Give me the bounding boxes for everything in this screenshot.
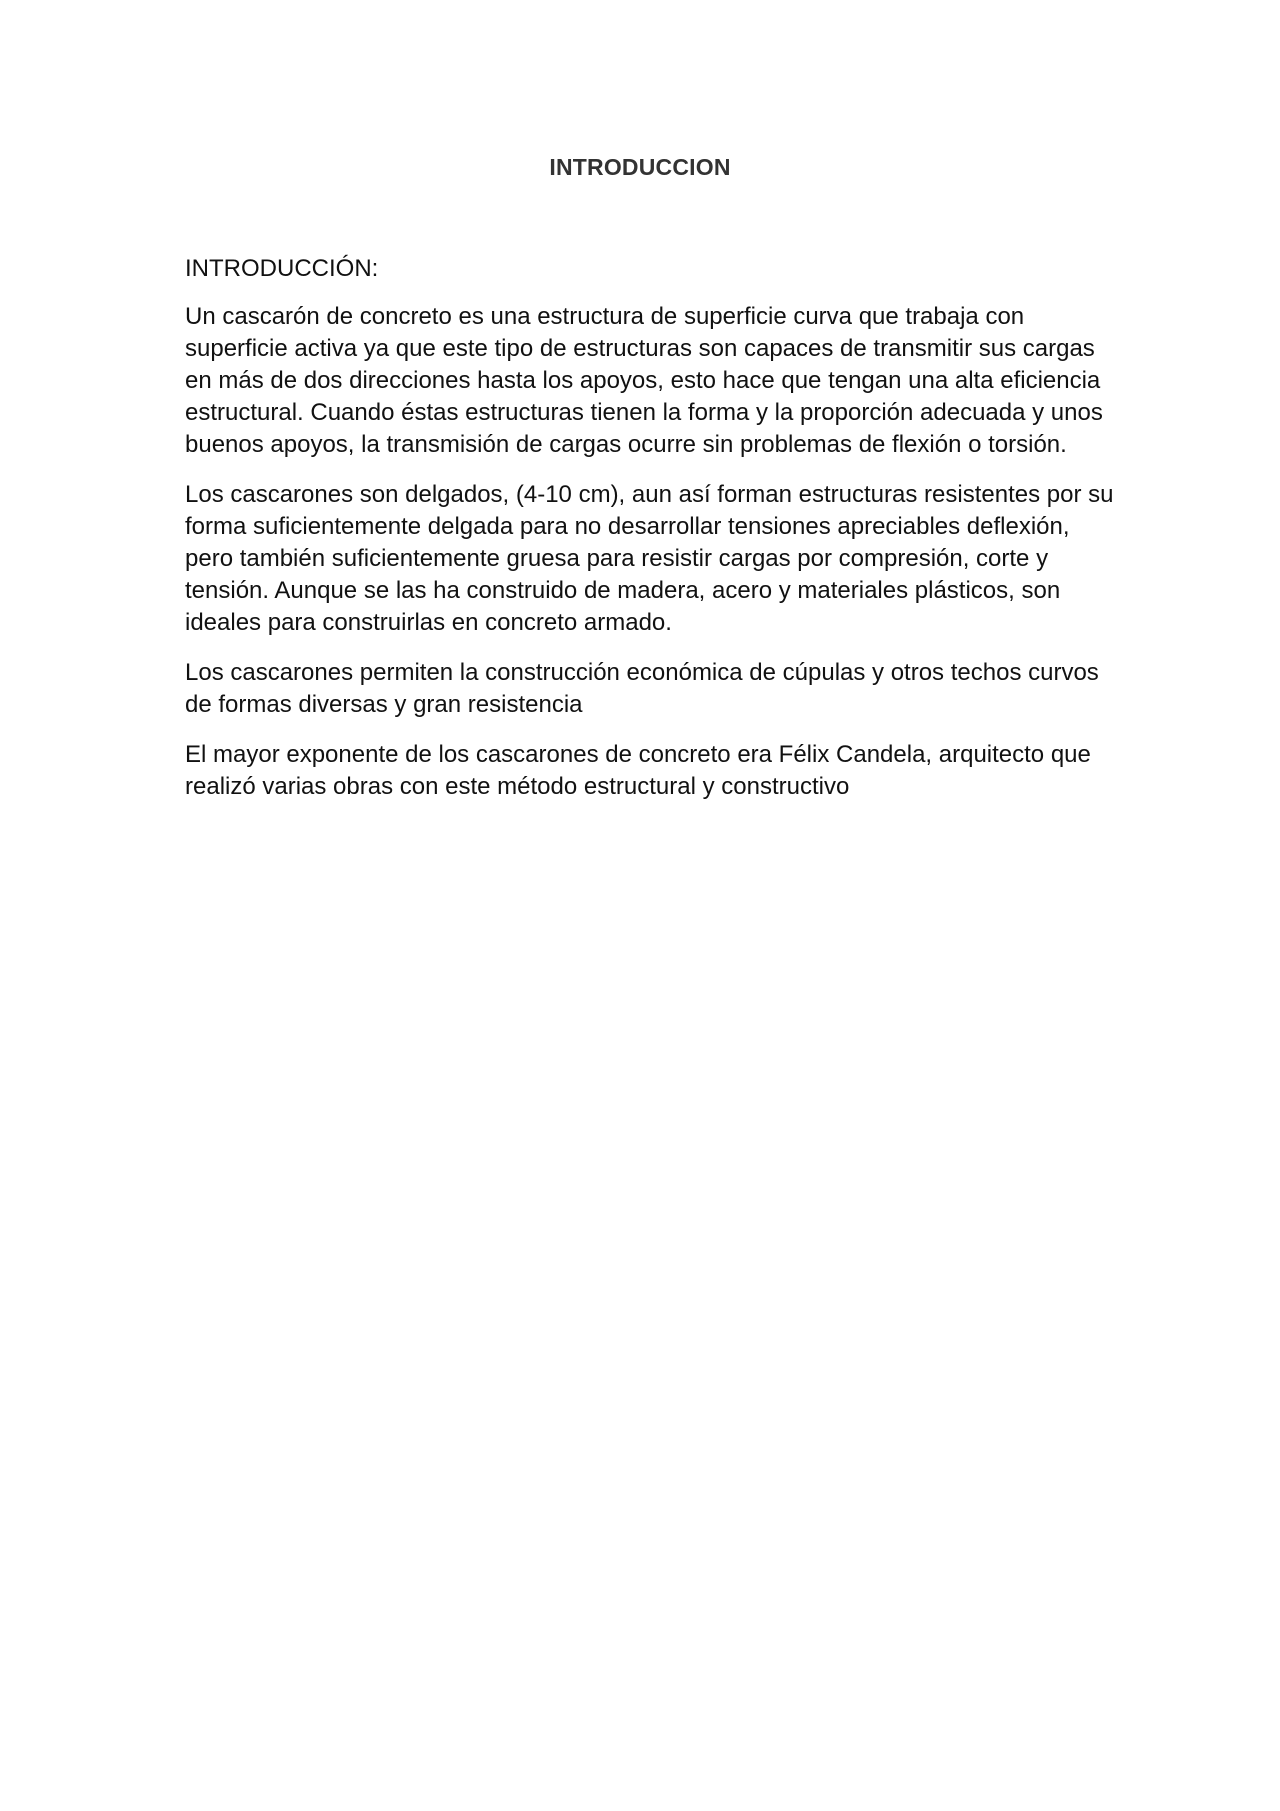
paragraph-2: Los cascarones son delgados, (4-10 cm), aun así forman estructuras resistentes por su forma suficientemente delgada para no desarrollar tensiones apreciables deflexión, pero también suficientemente gruesa para resistir cargas por compresión, corte y tensión. Aunque se las ha construido de madera, acero y materiales plásticos, son ideales para construirlas en concreto armado. <box>185 481 1114 636</box>
paragraph-1: Un cascarón de concreto es una estructura de superficie curva que trabaja con superficie activa ya que este tipo de estructuras son capaces de transmitir sus cargas en más de dos direcciones hasta los apoyos, esto hace que tengan una alta eficiencia estructural. Cuando éstas estructuras tienen la forma y la proporción adecuada y unos buenos apoyos, la transmisión de cargas ocurre sin problemas de flexión o torsión. <box>185 303 1103 458</box>
section-heading: INTRODUCCIÓN: <box>185 255 379 282</box>
paragraph-3: Los cascarones permiten la construcción económica de cúpulas y otros techos curvos de formas diversas y gran resistencia <box>185 659 1099 718</box>
paragraph-4: El mayor exponente de los cascarones de concreto era Félix Candela, arquitecto que realizó varias obras con este método estructural y constructivo <box>185 741 1091 800</box>
document-body <box>185 253 1115 821</box>
page-title: INTRODUCCION <box>549 154 731 180</box>
